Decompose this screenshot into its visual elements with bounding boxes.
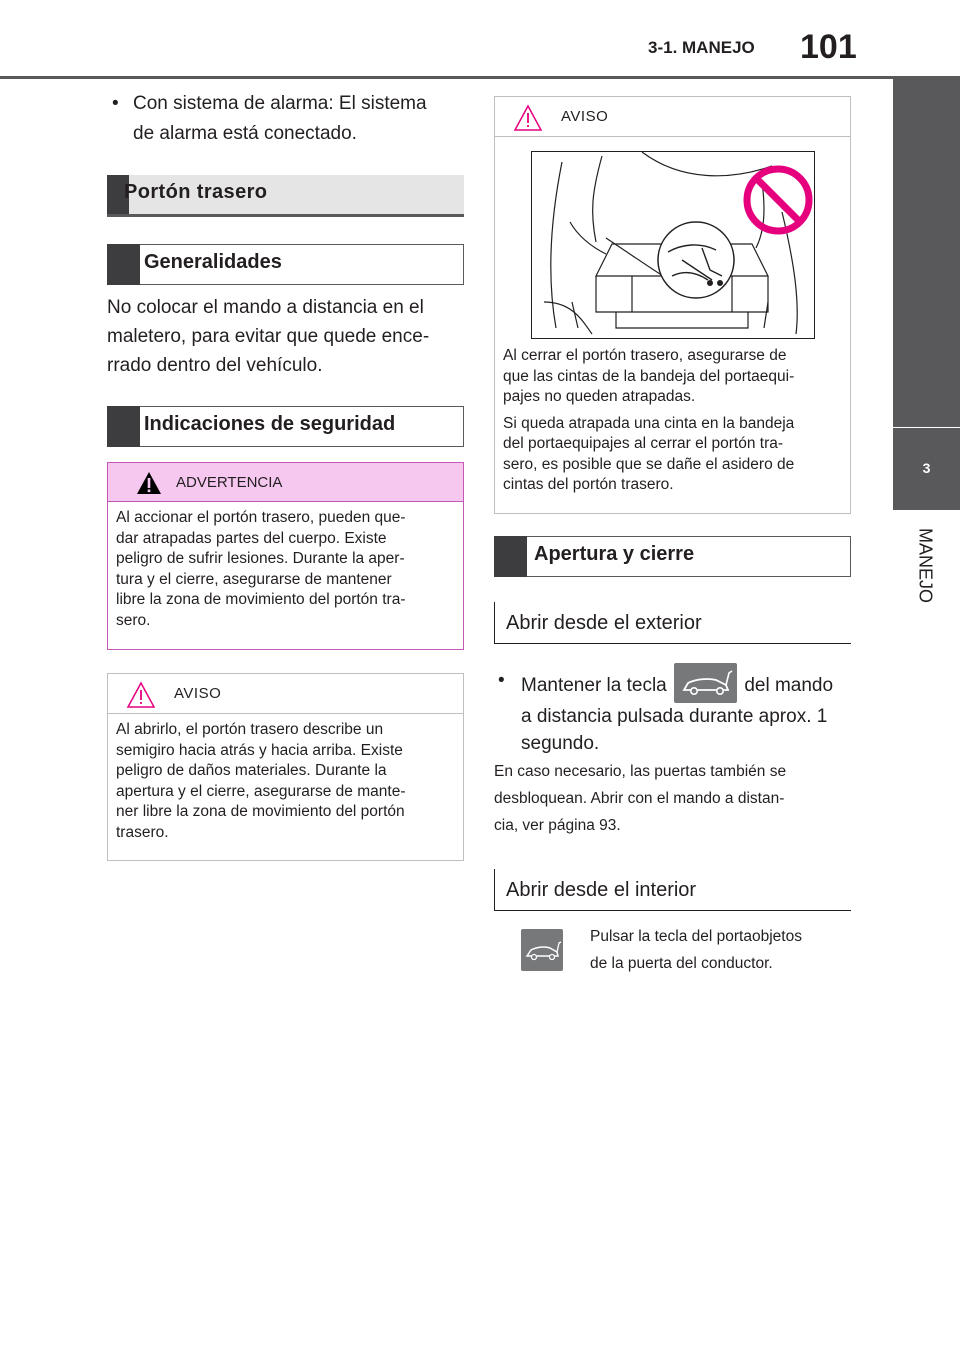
prohibition-icon	[747, 169, 809, 231]
section-indicaciones	[107, 406, 464, 447]
pulsar-line: de la puerta del conductor.	[590, 955, 773, 972]
subsection-abrir-exterior	[494, 602, 851, 644]
notice-line: que las cintas de la bandeja del portaequi-	[503, 367, 795, 385]
section-porton-trasero-title: Portón trasero	[124, 181, 268, 203]
notice-box-left	[107, 673, 464, 861]
caution-triangle-icon	[513, 104, 543, 132]
section-marker	[107, 244, 140, 285]
pulsar-line: Pulsar la tecla del portaobjetos	[590, 928, 802, 945]
section-apertura	[494, 536, 851, 577]
warning-line: Al accionar el portón trasero, pueden que-	[116, 509, 406, 526]
subsection-abrir-exterior-title: Abrir desde el exterior	[506, 612, 702, 634]
trunk-drawing	[532, 152, 814, 338]
notice-line: Al abrirlo, el portón trasero describe un	[116, 721, 384, 738]
section-marker	[494, 536, 527, 577]
warning-line: libre la zona de movimiento del portón tra-	[116, 591, 406, 608]
bullet-mantener-before: Mantener la tecla	[521, 675, 667, 697]
notice-body	[503, 346, 842, 496]
bullet-marker: •	[498, 670, 505, 691]
notice-title: AVISO	[561, 108, 609, 125]
notice-line: peligro de daños materiales. Durante la	[116, 762, 387, 779]
bullet-alarm-line2: de alarma está conectado.	[133, 123, 357, 144]
warning-line: dar atrapadas partes del cuerpo. Existe	[116, 529, 387, 547]
bullet-mantener-after: del mando	[744, 675, 834, 697]
notice-line: pajes no queden atrapadas.	[503, 388, 696, 405]
notice-header	[495, 97, 850, 137]
notice-body	[116, 720, 455, 843]
trunk-illustration	[531, 151, 815, 339]
car-tailgate-key-icon	[521, 929, 563, 971]
car-tailgate-key-icon	[674, 663, 737, 703]
caution-triangle-icon	[126, 681, 156, 709]
generalidades-text	[107, 293, 467, 380]
notice-line: apertura y el cierre, asegurarse de mante-	[116, 782, 406, 800]
notice-box-right	[494, 96, 851, 514]
section-generalidades	[107, 244, 464, 285]
bullet-mantener-line2: a distancia pulsada durante aprox. 1	[521, 706, 828, 727]
notice-line: cintas del portón trasero.	[503, 476, 674, 493]
section-marker	[107, 406, 140, 447]
bullet-mantener-line3: segundo.	[521, 733, 600, 754]
warning-title: ADVERTENCIA	[176, 474, 283, 491]
section-apertura-title: Apertura y cierre	[534, 543, 695, 565]
necesario-line: cia, ver página 93.	[494, 817, 621, 834]
section-title: 3-1. MANEJO	[648, 38, 755, 57]
bullet-marker: •	[112, 93, 119, 114]
subsection-abrir-interior-title: Abrir desde el interior	[506, 879, 697, 901]
notice-line: Si queda atrapada una cinta en la bandeja	[503, 414, 795, 432]
notice-line: ner libre la zona de movimiento del portón	[116, 803, 405, 820]
notice-line: sero, es posible que se dañe el asidero de	[503, 455, 795, 473]
bullet-alarm-line1: Con sistema de alarma: El sistema	[133, 93, 427, 114]
page-number: 101	[800, 28, 857, 66]
notice-header	[108, 674, 463, 714]
bullet-alarm	[112, 89, 462, 151]
notice-line: trasero.	[116, 823, 169, 841]
pulsar-text	[590, 923, 850, 977]
section-porton-trasero	[107, 175, 464, 217]
warning-box	[107, 462, 464, 650]
necesario-text	[494, 758, 854, 839]
warning-line: sero.	[116, 611, 151, 629]
notice-line: Al cerrar el portón trasero, asegurarse de	[503, 347, 787, 364]
header-rule	[0, 76, 960, 79]
necesario-line: En caso necesario, las puertas también se	[494, 763, 787, 780]
warning-line: peligro de sufrir lesiones. Durante la aper-	[116, 550, 405, 567]
section-generalidades-title: Generalidades	[144, 251, 282, 273]
notice-line: semigiro hacia atrás y hacia arriba. Existe	[116, 741, 403, 759]
warning-line: tura y el cierre, asegurarse de mantener	[116, 570, 392, 588]
generalidades-line: rrado dentro del vehículo.	[107, 355, 323, 376]
generalidades-line: maletero, para evitar que quede ence-	[107, 326, 430, 347]
notice-title: AVISO	[174, 685, 222, 702]
warning-body	[116, 508, 455, 631]
side-tab-bar	[893, 79, 960, 427]
section-indicaciones-title: Indicaciones de seguridad	[144, 413, 396, 435]
warning-triangle-icon	[136, 471, 162, 495]
generalidades-line: No colocar el mando a distancia en el	[107, 297, 424, 318]
side-tab-label: MANEJO	[915, 527, 936, 603]
side-tab-number: 3	[893, 428, 960, 510]
notice-line: del portaequipajes al cerrar el portón tra-	[503, 435, 784, 452]
subsection-abrir-interior	[494, 869, 851, 911]
warning-header	[108, 463, 463, 502]
necesario-line: desbloquean. Abrir con el mando a distan-	[494, 790, 785, 807]
